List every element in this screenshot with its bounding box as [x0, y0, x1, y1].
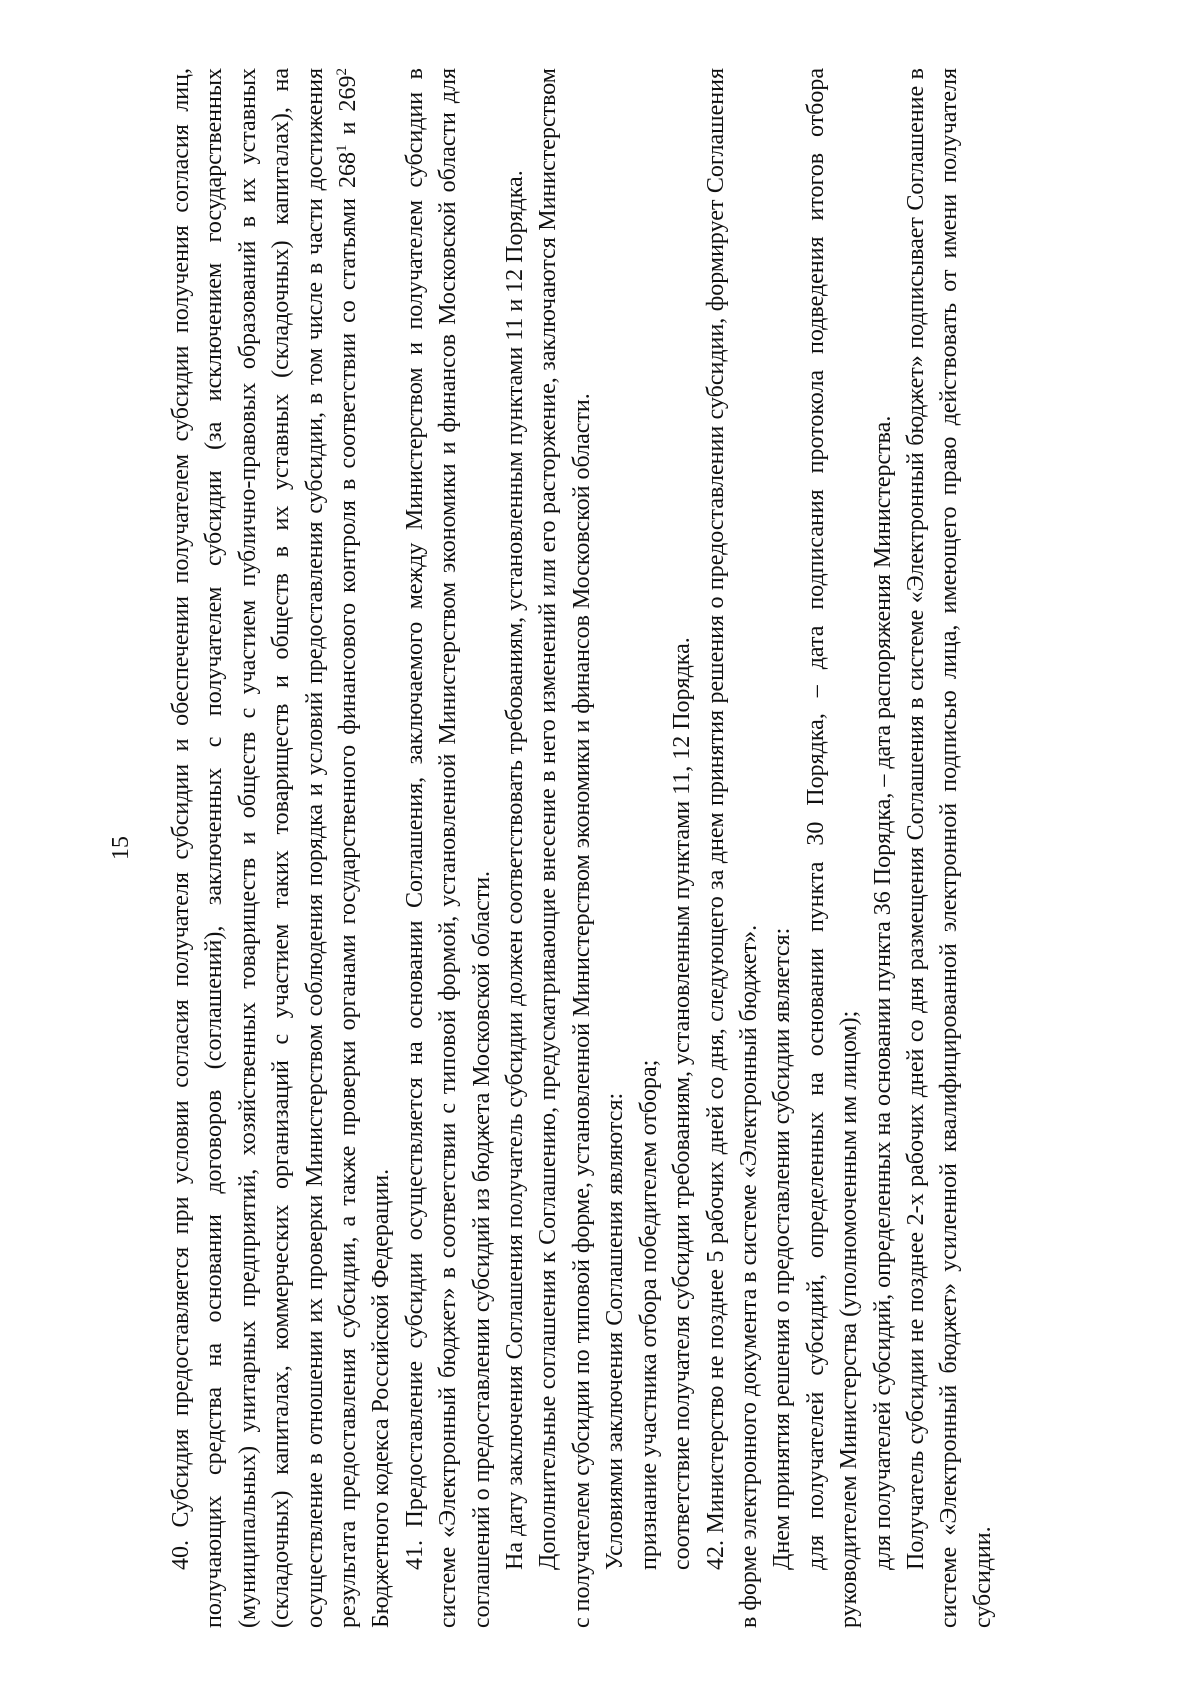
paragraph-42: 42. Министерство не позднее 5 рабочих дней со дня, следующего за днем принятия решения о предоставлении субсидии, формирует Соглашения в форме электронного документа в системе «Электронный бюджет».	[702, 68, 762, 1628]
rotated-text-block	[105, 68, 1095, 1628]
paragraph-condition-2: соответствие получателя субсидии требованиям, установленным пунктами 11, 12 Порядка.	[669, 637, 696, 1570]
paragraph-conditions-heading: Условиями заключения Соглашения являются:	[602, 1092, 629, 1570]
paragraph-40: 40. Субсидия предоставляется при условии согласия получателя субсидии и обеспечении получателем субсидии получения согласия лиц, получающих средства на основании договоров (соглашений), заключенных с получателем субсидии (за исключением государственных (муниципальных) унитарных предприятий, хозяйственных товариществ и обществ с участием публично-правовых образований в их уставных (складочных) капиталах, коммерческих организаций с участием таких товариществ и обществ в их уставных (складочных) капиталах), на осуществление в отношении их проверки Министерством соблюдения порядка и условий предоставления субсидии, в том числе в части достижения результата предоставления субсидии, а также проверки органами государственного финансового контроля в соответствии со статьями $268^1$ и $269^2$ Бюджетного кодекса Российской Федерации.	[168, 68, 395, 1628]
paragraph-condition-1: признание участника отбора победителем отбора;	[635, 1059, 662, 1570]
document-body	[165, 68, 1000, 1628]
paragraph-signing: Получатель субсидии не позднее 2-х рабочих дней со дня размещения Соглашения в системе «Электронный бюджет» подписывает Соглашение в системе «Электронный бюджет» усиленной квалифицированной электронной подписью лица, имеющего право действовать от имени получателя субсидии.	[902, 68, 996, 1628]
paragraph-41: 41. Предоставление субсидии осуществляется на основании Соглашения, заключаемого между Министерством и получателем субсидии в системе «Электронный бюджет» в соответствии с типовой формой, установленной Министерством экономики и финансов Московской области для соглашений о предоставлении субсидий из бюджета Московской области.	[401, 68, 495, 1628]
paragraph-decision-day: Днем принятия решения о предоставлении субсидии является:	[769, 927, 796, 1570]
paragraph-agreement-date: На дату заключения Соглашения получатель субсидии должен соответствовать требованиям, установленным пунктами 11 и 12 Порядка.	[502, 170, 529, 1570]
paragraph-decision-1: для получателей субсидий, определенных на основании пункта 30 Порядка, – дата подписания протокола подведения итогов отбора руководителем Министерства (уполномоченным им лицом);	[802, 68, 863, 1628]
page-number: 15	[108, 836, 134, 860]
paragraph-decision-2: для получателей субсидий, определенных на основании пункта 36 Порядка, – дата распоряжения Министерства.	[869, 415, 896, 1570]
paragraph-additional-agreements: Дополнительные соглашения к Соглашению, предусматривающие внесение в него изменений или его расторжение, заключаются Министерством с получателем субсидии по типовой форме, установленной Министерством экономики и финансов Московской области.	[535, 68, 595, 1628]
